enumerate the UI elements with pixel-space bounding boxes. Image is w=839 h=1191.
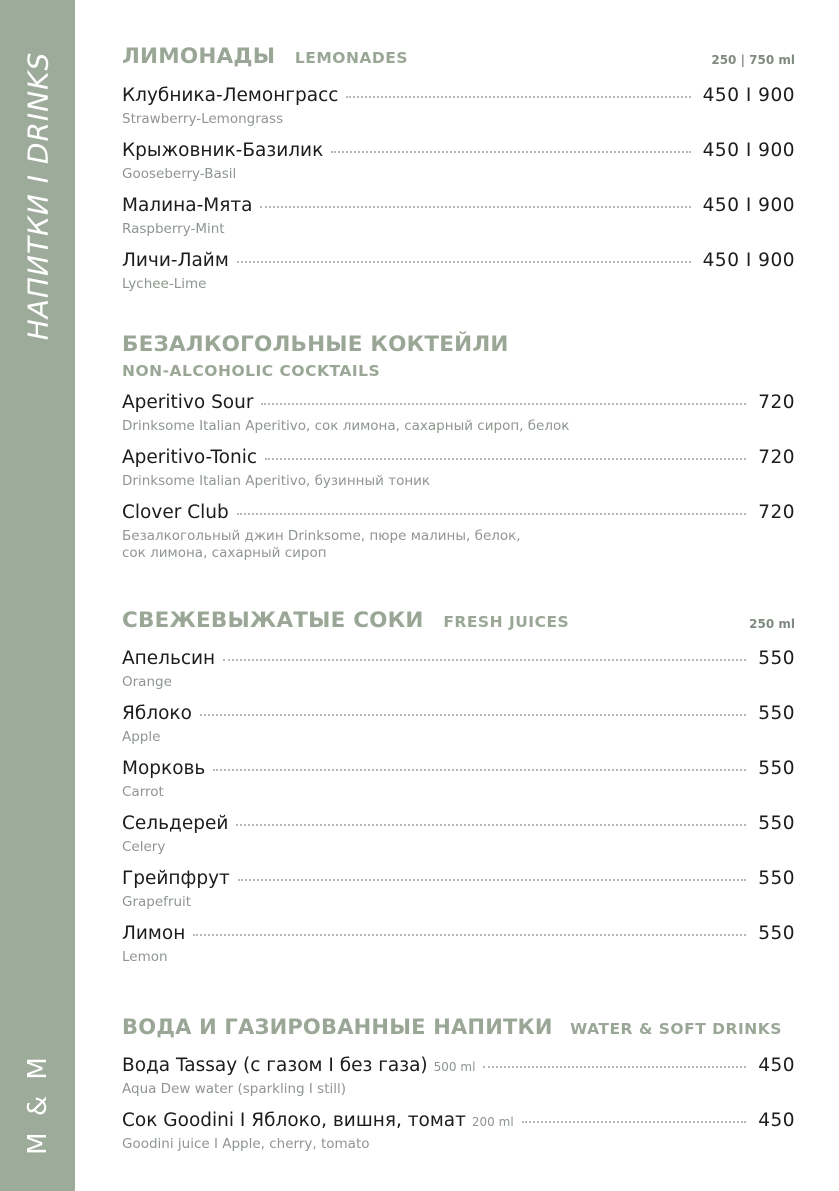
item-name: Грейпфрут (122, 868, 230, 889)
item-price: 550 (758, 813, 795, 834)
section-title: БЕЗАЛКОГОЛЬНЫЕ КОКТЕЙЛИ (122, 332, 509, 357)
section-volume-note: 250 | 750 ml (711, 53, 795, 67)
item-name: Сок Goodini I Яблоко, вишня, томат (122, 1110, 466, 1131)
logo: M & M (23, 1053, 53, 1155)
item-name: Апельсин (122, 648, 216, 669)
sidebar (0, 0, 75, 1191)
section-title: СВЕЖЕВЫЖАТЫЕ СОКИ FRESH JUICES (122, 608, 570, 633)
leader-dots (213, 769, 746, 771)
item-description: Raspberry-Mint (122, 221, 225, 237)
item-price: 450 (758, 1055, 795, 1076)
menu-item (122, 85, 795, 128)
item-description: Drinksome Italian Aperitivo, бузинный тоник (122, 473, 431, 489)
section-volume-note: 250 ml (749, 617, 795, 631)
leader-dots (200, 714, 746, 716)
menu-item (122, 703, 795, 746)
item-name: Яблоко (122, 703, 192, 724)
leader-dots (265, 458, 746, 460)
item-price: 450 I 900 (702, 195, 795, 216)
item-price: 550 (758, 923, 795, 944)
item-description: Grapefruit (122, 894, 192, 910)
section-cocktails-header (122, 332, 795, 382)
item-name: Личи-Лайм (122, 250, 229, 271)
item-price: 550 (758, 868, 795, 889)
item-name: Сельдерей (122, 813, 229, 834)
menu-item (122, 250, 795, 293)
menu-item (122, 923, 795, 966)
leader-dots (346, 96, 690, 98)
item-price: 720 (758, 447, 795, 468)
menu-item (122, 195, 795, 238)
leader-dots (223, 659, 746, 661)
leader-dots (331, 151, 690, 153)
menu-item (122, 502, 795, 562)
item-name: Крыжовник-Базилик (122, 140, 324, 161)
item-name: Малина-Мята (122, 195, 253, 216)
item-price: 550 (758, 758, 795, 779)
menu-item (122, 758, 795, 801)
item-price: 720 (758, 502, 795, 523)
item-description: Lychee-Lime (122, 276, 207, 292)
item-price: 450 I 900 (702, 85, 795, 106)
item-price: 550 (758, 703, 795, 724)
item-name: Aperitivo Sour (122, 392, 254, 413)
item-name: Морковь (122, 758, 206, 779)
item-volume: 200 ml (471, 1115, 514, 1129)
item-price: 720 (758, 392, 795, 413)
item-description: Aqua Dew water (sparkling I still) (122, 1081, 347, 1097)
leader-dots (236, 824, 746, 826)
section-water-header (122, 1015, 795, 1055)
section-subtitle: NON-ALCOHOLIC COCKTAILS (122, 362, 381, 380)
leader-dots (238, 879, 746, 881)
item-description: Orange (122, 674, 172, 690)
menu-item (122, 648, 795, 691)
leader-dots (522, 1121, 747, 1123)
leader-dots (260, 206, 690, 208)
menu-item (122, 140, 795, 183)
menu-item (122, 1110, 795, 1153)
leader-dots (193, 934, 746, 936)
item-volume: 500 ml (433, 1060, 476, 1074)
item-name: Клубника-Лемонграсс (122, 85, 339, 106)
item-price: 450 I 900 (702, 140, 795, 161)
item-description: Strawberry-Lemongrass (122, 111, 284, 127)
leader-dots (483, 1066, 746, 1068)
item-description: Apple (122, 729, 161, 745)
section-juices-header (122, 608, 795, 648)
section-lemonades-header (122, 44, 795, 84)
item-price: 450 I 900 (702, 250, 795, 271)
menu-item (122, 813, 795, 856)
item-price: 450 (758, 1110, 795, 1131)
section-subtitle: LEMONADES (294, 49, 409, 67)
section-subtitle: WATER & SOFT DRINKS (570, 1020, 782, 1038)
menu-item (122, 447, 795, 490)
sidebar-title: НАПИТКИ I DRINKS (21, 51, 55, 341)
item-name: Вода Tassay (с газом I без газа) (122, 1055, 428, 1076)
item-description: Безалкогольный джин Drinksome, пюре малины, белок, сок лимона, сахарный сироп (122, 528, 521, 561)
item-description: Lemon (122, 949, 168, 965)
item-name: Лимон (122, 923, 186, 944)
section-title: ЛИМОНАДЫ LEMONADES (122, 44, 409, 69)
item-description: Drinksome Italian Aperitivo, сок лимона, сахарный сироп, белок (122, 418, 570, 434)
menu-item (122, 1055, 795, 1098)
menu-item (122, 868, 795, 911)
item-description: Gooseberry-Basil (122, 166, 237, 182)
menu-item (122, 392, 795, 435)
section-title: ВОДА И ГАЗИРОВАННЫЕ НАПИТКИ WATER & SOFT DRINKS (122, 1015, 782, 1039)
item-description: Carrot (122, 784, 164, 800)
item-name: Clover Club (122, 502, 229, 523)
leader-dots (237, 261, 691, 263)
section-subtitle: FRESH JUICES (443, 613, 570, 631)
leader-dots (261, 403, 746, 405)
item-price: 550 (758, 648, 795, 669)
item-name: Aperitivo-Tonic (122, 447, 258, 468)
item-description: Goodini juice I Apple, cherry, tomato (122, 1136, 370, 1152)
item-description: Celery (122, 839, 166, 855)
leader-dots (237, 513, 746, 515)
